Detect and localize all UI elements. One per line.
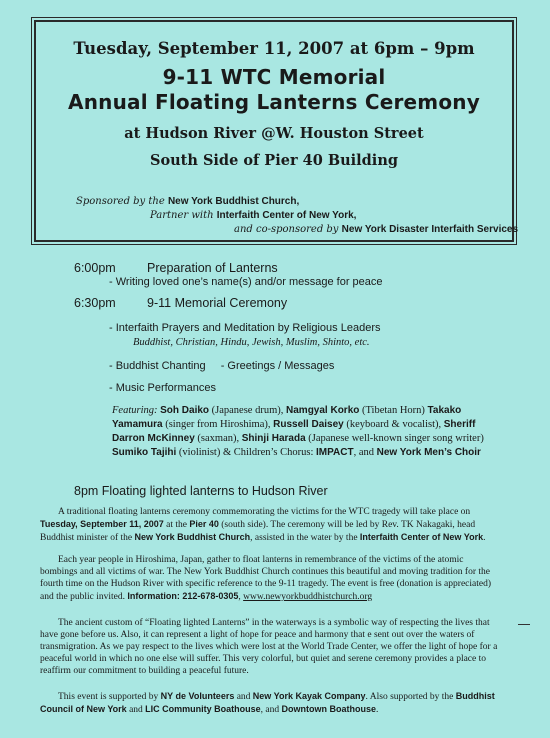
sponsor-line-3: and co-sponsored by New York Disaster Interfaith Services bbox=[234, 224, 519, 235]
body-paragraph-3: The ancient custom of “Floating lighted Lanterns” in the waterways is a symbolic way of respecting the lives that have gone before us. Also, it can represent a light of hope for peace and harmony that e sent out over the waters of transmigration. As we pay respect to the lives which were lost at the World Trade Center, we offer the light of hope for a peaceful world in which no one else will suffer. This very colorful, but quiet and serene ceremony provides a place to reaffirm our commitment to building a peaceful future. bbox=[40, 618, 498, 676]
floating-lanterns-time: 8pm Floating lighted lanterns to Hudson River bbox=[74, 484, 328, 498]
sponsor-org-3: New York Disaster Interfaith Services bbox=[341, 224, 519, 235]
event-pier: South Side of Pier 40 Building bbox=[149, 152, 398, 169]
event-location: at Hudson River @W. Houston Street bbox=[124, 125, 424, 142]
website-link[interactable]: www.newyorkbuddhistchurch.org bbox=[243, 592, 373, 602]
performer-9: New York Men’s Choir bbox=[376, 447, 481, 458]
schedule-event-1: Preparation of Lanterns bbox=[147, 261, 278, 275]
schedule-time-2: 6:30pm bbox=[74, 296, 116, 310]
performer-5: Sheriff Darron McKinney bbox=[112, 419, 476, 444]
schedule-event-2: 9-11 Memorial Ceremony bbox=[147, 296, 288, 310]
performer-1: Soh Daiko bbox=[160, 405, 210, 416]
chanting-item: - Buddhist Chanting bbox=[109, 360, 206, 372]
header-box bbox=[34, 20, 519, 242]
body-paragraph-2: Each year people in Hiroshima, Japan, gather to float lanterns in remembrance of the victims of the atomic bombings and all victims of war. The New York Buddhist Church continues this beautiful and moving tradition for the fourth time on the Hudson River with specific reference to the 9-11 tragedy. The event is free (donation is appreciated) and the public invited. Information: 212-678-0305, www.newyorkbuddhistchurch.org bbox=[40, 555, 491, 602]
featuring-label: Featuring: bbox=[112, 405, 158, 416]
body-paragraph-1: A traditional floating lanterns ceremony commemorating the victims for the WTC tragedy will take place on Tuesday, September 11, 2007 at the Pier 40 (south side). The ceremony will be led by Rev. TK Nakagaki, head Buddhist minister of the New York Buddhist Church, assisted in the water by the Interfaith Center of New York. bbox=[40, 507, 486, 543]
sponsor-line-1: Sponsored by the New York Buddhist Church, bbox=[76, 196, 300, 207]
schedule-time-1: 6:00pm bbox=[74, 261, 116, 275]
performer-4: Russell Daisey bbox=[273, 419, 344, 430]
prayers-line: - Interfaith Prayers and Meditation by Religious Leaders bbox=[109, 322, 381, 334]
performer-7: Sumiko Tajihi bbox=[112, 447, 177, 458]
sponsor-org-1: New York Buddhist Church, bbox=[167, 196, 300, 207]
sponsor-org-2: Interfaith Center of New York, bbox=[216, 210, 357, 221]
featuring-paragraph: Featuring: Soh Daiko (Japanese drum), Namgyal Korko (Tibetan Horn) Takako Yamamura (singer from Hiroshima), Russell Daisey (keyboard & vocalist), Sheriff Darron McKinney (saxman), Shinji Harada (Japanese well-known singer song writer) Sumiko Tajihi (violinist) & Children’s Chorus: IMPACT, and New York Men’s Choir bbox=[112, 405, 484, 458]
performer-6: Shinji Harada bbox=[241, 433, 306, 444]
event-date: Tuesday, September 11, 2007 at 6pm – 9pm bbox=[73, 39, 475, 58]
body-paragraph-4: This event is supported by NY de Volunteers and New York Kayak Company. Also supported by the Buddhist Council of New York and LIC Community Boathouse, and Downtown Boathouse. bbox=[40, 691, 495, 715]
margin-mark bbox=[518, 624, 530, 625]
event-title-line-2: Annual Floating Lanterns Ceremony bbox=[68, 90, 480, 114]
religions-line: Buddhist, Christian, Hindu, Jewish, Muslim, Shinto, etc. bbox=[133, 337, 370, 348]
performer-8: IMPACT bbox=[316, 447, 354, 458]
schedule-note-1: - Writing loved one’s name(s) and/or message for peace bbox=[109, 276, 383, 288]
performer-2: Namgyal Korko bbox=[286, 405, 360, 416]
chanting-line bbox=[109, 360, 334, 372]
greetings-item: - Greetings / Messages bbox=[220, 360, 335, 372]
performer-3: Takako Yamamura bbox=[112, 405, 462, 430]
event-title-line-1: 9-11 WTC Memorial bbox=[162, 65, 386, 89]
sponsor-line-2: Partner with Interfaith Center of New York, bbox=[150, 210, 357, 221]
music-line: - Music Performances bbox=[109, 382, 216, 394]
